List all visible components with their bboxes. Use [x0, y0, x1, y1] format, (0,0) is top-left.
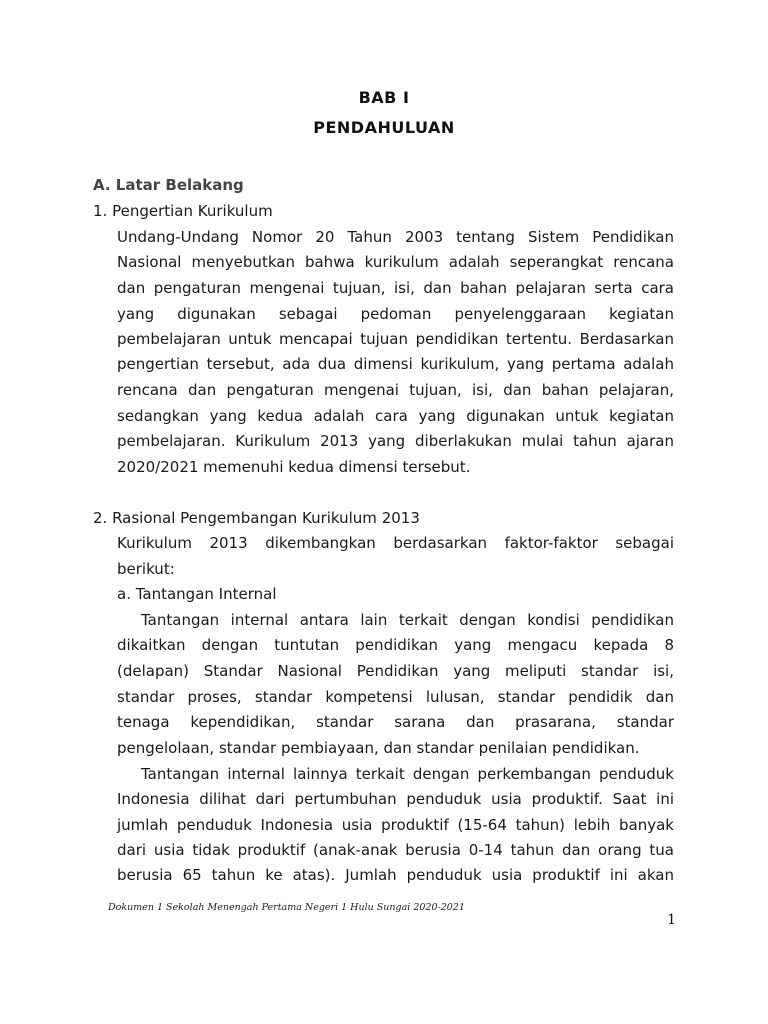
chapter-title: PENDAHULUAN: [313, 118, 455, 137]
item-heading-rasional-pengembangan: 2. Rasional Pengembangan Kurikulum 2013: [93, 509, 420, 527]
paragraph-line: (delapan) Standar Nasional Pendidikan yang meliputi standar isi,: [117, 662, 674, 680]
paragraph-line: Tantangan internal lainnya terkait dengan perkembangan penduduk: [141, 765, 674, 783]
paragraph-line: berikut:: [117, 560, 175, 578]
paragraph-line: yang digunakan sebagai pedoman penyelenggaraan kegiatan: [117, 305, 674, 323]
paragraph-line: Kurikulum 2013 dikembangkan berdasarkan faktor-faktor sebagai: [117, 534, 674, 552]
paragraph-line: jumlah penduduk Indonesia usia produktif (15-64 tahun) lebih banyak: [117, 816, 674, 834]
paragraph-line: dan pengaturan mengenai tujuan, isi, dan bahan pelajaran serta cara: [117, 279, 674, 297]
paragraph-line: rencana dan pengaturan mengenai tujuan, isi, dan bahan pelajaran,: [117, 381, 674, 399]
paragraph-line: pembelajaran untuk mencapai tujuan pendidikan tertentu. Berdasarkan: [117, 330, 674, 348]
paragraph-line: sedangkan yang kedua adalah cara yang digunakan untuk kegiatan: [117, 407, 674, 425]
paragraph-line: 2020/2021 memenuhi kedua dimensi tersebut.: [117, 458, 471, 476]
chapter-number: BAB I: [358, 88, 410, 107]
paragraph-line: pengertian tersebut, ada dua dimensi kurikulum, yang pertama adalah: [117, 355, 674, 373]
paragraph-line: standar proses, standar kompetensi lulusan, standar pendidik dan: [117, 688, 674, 706]
paragraph-line: dari usia tidak produktif (anak-anak berusia 0-14 tahun dan orang tua: [117, 841, 674, 859]
paragraph-line: Indonesia dilihat dari pertumbuhan penduduk usia produktif. Saat ini: [117, 790, 674, 808]
paragraph-line: Nasional menyebutkan bahwa kurikulum adalah seperangkat rencana: [117, 253, 674, 271]
paragraph-line: dikaitkan dengan tuntutan pendidikan yang mengacu kepada 8: [117, 636, 674, 654]
page-number: 1: [667, 912, 676, 928]
paragraph-line: berusia 65 tahun ke atas). Jumlah penduduk usia produktif ini akan: [117, 866, 674, 884]
paragraph-line: Undang-Undang Nomor 20 Tahun 2003 tentang Sistem Pendidikan: [117, 228, 674, 246]
subheading-tantangan-internal: a. Tantangan Internal: [117, 585, 277, 603]
paragraph-line: pembelajaran. Kurikulum 2013 yang diberlakukan mulai tahun ajaran: [117, 432, 674, 450]
footer-note: Dokumen 1 Sekolah Menengah Pertama Negeri 1 Hulu Sungai 2020-2021: [108, 902, 465, 913]
paragraph-line: pengelolaan, standar pembiayaan, dan standar penilaian pendidikan.: [117, 739, 640, 757]
paragraph-line: tenaga kependidikan, standar sarana dan prasarana, standar: [117, 713, 674, 731]
item-heading-pengertian-kurikulum: 1. Pengertian Kurikulum: [93, 202, 273, 220]
section-heading-latar-belakang: A. Latar Belakang: [93, 176, 244, 194]
paragraph-line: Tantangan internal antara lain terkait dengan kondisi pendidikan: [141, 611, 674, 629]
